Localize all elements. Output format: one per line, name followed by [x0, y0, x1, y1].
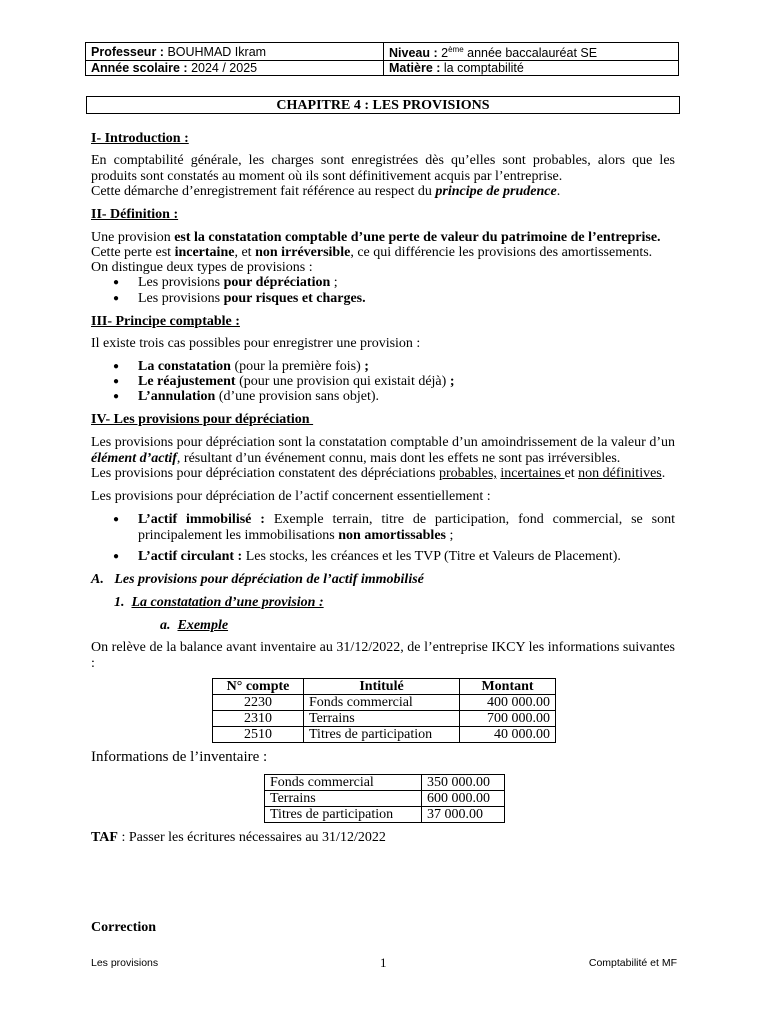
- table-row: [265, 807, 505, 823]
- definition-line3: On distingue deux types de provisions :: [91, 260, 313, 275]
- principe-b1-end: ;: [364, 359, 369, 374]
- principe-bullet-2: [138, 374, 675, 390]
- taf-text: : Passer les écritures nécessaires au 31/12/2022: [117, 830, 386, 845]
- definition-heading: II- Définition :: [91, 207, 179, 222]
- professeur-cell: [86, 43, 384, 61]
- bullet-icon: ●: [113, 514, 120, 525]
- def-l1-text: Une provision: [91, 230, 175, 245]
- table-cell: 600 000.00: [422, 791, 505, 807]
- matiere-value: la comptabilité: [443, 61, 524, 76]
- definition-bullet-2: [138, 291, 675, 307]
- table-row: [265, 775, 505, 791]
- niveau-num: 2: [441, 46, 449, 61]
- dep-b1-end: ;: [445, 527, 454, 543]
- intro-p2-text: Cette démarche d’enregistrement fait référence au respect du: [91, 184, 436, 199]
- intro-p2-end: .: [556, 184, 561, 199]
- intro-prudence: [91, 184, 675, 200]
- table-cell: 350 000.00: [422, 775, 505, 791]
- footer-right: Comptabilité et MF: [588, 957, 677, 969]
- dep-p2-et: et: [564, 466, 579, 481]
- dep-p2-incertaines: incertaines: [500, 466, 565, 481]
- chapter-title: CHAPITRE 4 : LES PROVISIONS: [86, 96, 680, 114]
- table-cell: 37 000.00: [422, 807, 505, 823]
- taf-label: TAF: [91, 830, 118, 845]
- annee-label: Année scolaire :: [91, 61, 188, 76]
- dep-p1-emphasis: élément d’actif: [91, 450, 177, 466]
- depreciation-paragraph-3: Les provisions pour dépréciation de l’actif concernent essentiellement :: [91, 489, 491, 504]
- intro-heading: I- Introduction :: [91, 131, 189, 146]
- dep-b1-bold: L’actif immobilisé :: [138, 512, 265, 527]
- principe-b2-text: (pour une provision qui existait déjà): [235, 374, 450, 389]
- table-cell: 400 000.00: [460, 695, 556, 711]
- def-l2-e: , ce qui différencie les provisions des amortissements.: [350, 245, 653, 260]
- dep-p2-non-definitives: non définitives: [578, 466, 662, 481]
- principe-b1-text: (pour la première fois): [230, 359, 365, 374]
- bullet-icon: ●: [113, 551, 120, 562]
- professeur-value: BOUHMAD Ikram: [167, 44, 267, 59]
- principe-b3-bold: L’annulation: [138, 389, 216, 404]
- prudence-emphasis: principe de prudence: [435, 184, 557, 199]
- dep-p1-a: Les provisions pour dépréciation sont la constatation comptable d’un amoindrissement de la valeur d’un: [91, 435, 675, 450]
- def-b1-end: ;: [330, 275, 338, 290]
- table-cell: Titres de participation: [265, 807, 422, 823]
- suba-num: a.: [160, 618, 171, 633]
- subsection-a-example: [160, 618, 744, 634]
- table-cell: 700 000.00: [460, 711, 556, 727]
- footer-page-number: 1: [380, 955, 387, 970]
- balance-table: [212, 678, 556, 743]
- table-cell: Titres de participation: [304, 727, 460, 743]
- dep-b1-text: Exemple terrain, titre de participation, fond commercial, se sont principalement les immobilisations: [138, 512, 675, 543]
- inventaire-label: Informations de l’inventaire :: [91, 749, 268, 765]
- dep-p2-a: Les provisions pour dépréciation constatent des dépréciations: [91, 466, 439, 481]
- table-row: [213, 695, 556, 711]
- def-l2-a: Cette perte est: [91, 245, 175, 260]
- bullet-icon: ●: [113, 361, 120, 372]
- table-header: Intitulé: [304, 679, 460, 695]
- sub1-num: 1.: [114, 595, 125, 610]
- principe-b2-bold: Le réajustement: [138, 374, 236, 389]
- annee-value: 2024 / 2025: [191, 61, 258, 76]
- niveau-cell: [384, 43, 679, 61]
- footer-left: Les provisions: [91, 957, 159, 969]
- table-cell: Fonds commercial: [265, 775, 422, 791]
- depreciation-paragraph-2: [91, 466, 675, 482]
- depreciation-heading: IV- Les provisions pour dépréciation: [91, 412, 314, 427]
- example-text: On relève de la balance avant inventaire au 31/12/2022, de l’entreprise IKCY les informations suivantes :: [91, 640, 675, 671]
- correction-heading: Correction: [91, 920, 157, 935]
- principe-heading: III- Principe comptable :: [91, 314, 240, 329]
- table-cell: Terrains: [265, 791, 422, 807]
- dep-b2-text: Les stocks, les créances et les TVP (Titre et Valeurs de Placement).: [242, 549, 621, 564]
- principe-bullet-1: [138, 359, 675, 375]
- principe-b2-end: ;: [449, 374, 455, 389]
- niveau-label: Niveau :: [389, 46, 438, 61]
- definition-bullet-1: [138, 275, 675, 291]
- table-cell: 2510: [213, 727, 304, 743]
- dep-p2-probables: probables,: [438, 466, 497, 481]
- suba-title: Exemple: [177, 618, 229, 633]
- subsection-1: [114, 595, 698, 611]
- table-cell: 2230: [213, 695, 304, 711]
- definition-line1: [91, 230, 675, 246]
- def-l2-b: incertaine: [174, 245, 235, 260]
- def-b2-text: Les provisions: [138, 291, 224, 306]
- inventaire-table: [264, 774, 505, 823]
- intro-paragraph: En comptabilité générale, les charges sont enregistrées dès qu’elles sont probables, alors que les produits sont constatés au moment où ils sont définitivement acquis par l’entreprise.: [91, 153, 675, 184]
- table-row: [213, 711, 556, 727]
- principe-b1-bold: La constatation: [138, 359, 231, 374]
- table-header: N° compte: [213, 679, 304, 695]
- definition-line2: [91, 245, 675, 261]
- professeur-label: Professeur :: [91, 44, 164, 59]
- def-b2-bold: pour risques et charges.: [223, 291, 366, 306]
- dep-b1-bold2: non amortissables: [338, 527, 446, 543]
- def-b1-text: Les provisions: [138, 275, 224, 290]
- niveau-sup: ème: [448, 45, 464, 54]
- matiere-cell: [384, 61, 679, 76]
- table-cell: Fonds commercial: [304, 695, 460, 711]
- depreciation-bullet-2: [138, 549, 675, 565]
- subsection-a-title: A. Les provisions pour dépréciation de l’actif immobilisé: [91, 572, 424, 587]
- dep-b2-bold: L’actif circulant :: [138, 549, 243, 564]
- taf-line: [91, 830, 675, 846]
- principe-b3-text: (d’une provision sans objet).: [215, 389, 380, 404]
- bullet-icon: ●: [113, 293, 120, 304]
- bullet-icon: ●: [113, 277, 120, 288]
- table-cell: 2310: [213, 711, 304, 727]
- annee-cell: [86, 61, 384, 76]
- sub1-title: La constatation d’une provision :: [131, 595, 324, 610]
- table-header-row: [213, 679, 556, 695]
- niveau-value: année baccalauréat SE: [467, 46, 598, 61]
- header-table: [85, 42, 679, 76]
- depreciation-paragraph-1: [91, 435, 675, 466]
- depreciation-bullet-1: [138, 512, 675, 543]
- def-b1-bold: pour dépréciation: [223, 275, 331, 290]
- table-cell: 40 000.00: [460, 727, 556, 743]
- principe-bullet-3: [138, 389, 675, 405]
- bullet-icon: ●: [113, 376, 120, 387]
- def-l2-c: , et: [234, 245, 256, 260]
- table-row: [213, 727, 556, 743]
- def-l1-bold: est la constatation comptable d’une perte de valeur du patrimoine de l’entreprise.: [174, 230, 661, 245]
- table-row: [265, 791, 505, 807]
- table-header: Montant: [460, 679, 556, 695]
- matiere-label: Matière :: [389, 61, 441, 76]
- bullet-icon: ●: [113, 391, 120, 402]
- dep-p1-b: , résultant d’un événement connu, mais dont les effets ne sont pas irréversibles.: [176, 450, 621, 466]
- table-cell: Terrains: [304, 711, 460, 727]
- principe-intro: Il existe trois cas possibles pour enregistrer une provision :: [91, 336, 421, 351]
- dep-p2-end: .: [661, 466, 666, 481]
- def-l2-d: non irréversible: [255, 245, 351, 260]
